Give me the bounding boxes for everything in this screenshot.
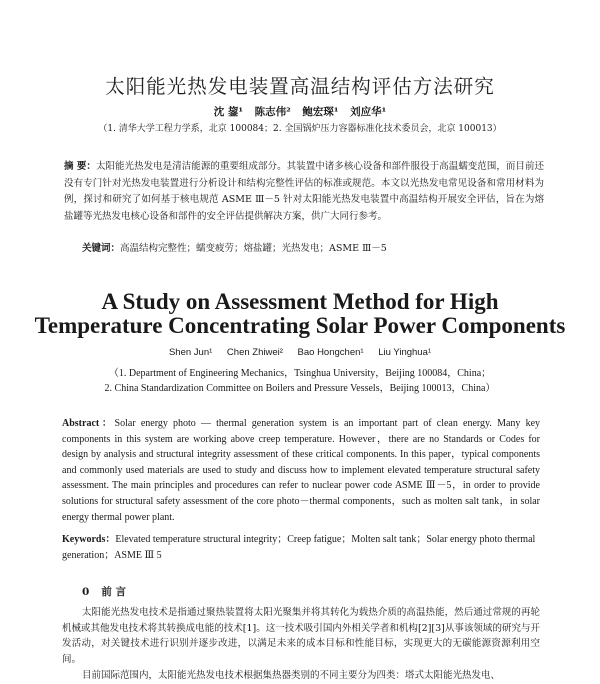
intro-paragraph-1: 太阳能光热发电技术是指通过聚热装置将太阳光聚集并将其转化为载热介质的高温热能，然后通过常规的再轮机械或其他发电技术将其转换成电能的技术[1]。这一技术吸引国内外相关学者和机构[2][3]从事该领域的研究与开发活动，对关键技术进行识别并逐步改进，以满足未来的成本目标和性能目标，实现更大的无碳能源资源利用空间。 bbox=[62, 607, 540, 666]
keywords-cn-label: 关键词： bbox=[82, 243, 121, 254]
english-keywords bbox=[62, 532, 540, 563]
abstract-en-label: Abstract： bbox=[62, 418, 115, 429]
section-title: 前 言 bbox=[101, 586, 126, 598]
section-heading bbox=[82, 584, 138, 599]
chinese-keywords bbox=[82, 240, 552, 254]
english-title-line-1: A Study on Assessment Method for High bbox=[101, 289, 499, 314]
keywords-cn-text: 高温结构完整性；蠕变疲劳；熔盐罐；光热发电；ASME Ⅲ－5 bbox=[120, 243, 387, 254]
chinese-title: 太阳能光热发电装置高温结构评估方法研究 bbox=[105, 75, 495, 98]
keywords-en-text: Elevated temperature structural integrity；Creep fatigue；Molten salt tank；Solar energy photo thermal generation；ASME Ⅲ 5 bbox=[62, 534, 536, 561]
intro-paragraph-2: 目前国际范围内，太阳能光热发电技术根据集热器类别的不同主要分为四类：塔式太阳能光热发电、 bbox=[82, 670, 501, 681]
author-en: Shen Jun¹ bbox=[168, 347, 213, 358]
english-authors bbox=[0, 347, 600, 358]
author-cn: 沈 鋆¹ bbox=[213, 106, 243, 118]
keywords-en-label: Keywords： bbox=[62, 534, 116, 545]
chinese-affiliation: （1. 清华大学工程力学系，北京 100084；2. 全国锅炉压力容器标准化技术委员会，北京 100013） bbox=[98, 124, 502, 134]
author-en: Liu Yinghua¹ bbox=[378, 347, 432, 358]
abstract-cn-label: 摘 要： bbox=[64, 161, 96, 172]
author-cn: 陈志伟² bbox=[254, 106, 291, 118]
author-cn: 鲍宏琛¹ bbox=[302, 106, 339, 118]
chinese-abstract bbox=[64, 159, 544, 225]
english-affiliation-line-1: （1. Department of Engineering Mechanics，Tsinghua University，Beijing 100084，China； bbox=[108, 368, 492, 379]
english-title-line-2: Temperature Concentrating Solar Power Components bbox=[34, 313, 566, 338]
english-affiliation-line-2: 2. China Standardization Committee on Boilers and Pressure Vessels，Beijing 100013，China） bbox=[104, 383, 496, 394]
chinese-authors bbox=[0, 104, 600, 119]
abstract-en-text: Solar energy photo — thermal generation system is an important part of clean energy. Many key components in this system are working above creep temperature. However，there are no Standards or Codes for design by analysis and structural integrity assessment of these critical components. In this paper，typical components and commonly used materials are used to study and discuss how to implement elevated temperature structural safety assessment. The main principles and procedures can refer to nuclear power code ASME Ⅲ－5，in order to provide solutions for structural safety assessment of the core photo－thermal components，such as molten salt tank，in solar energy thermal power plant. bbox=[62, 418, 541, 523]
section-number: 0 bbox=[82, 586, 90, 598]
english-abstract bbox=[62, 416, 540, 525]
abstract-cn-text: 太阳能光热发电是清洁能源的重要组成部分。其装置中诸多核心设备和部件服役于高温蠕变范围，而目前还没有专门针对光热发电装置进行分析设计和结构完整性评估的标准或规范。本文以光热发电常见设备和常用材料为例，探讨和研究了如何基于核电规范 ASME Ⅲ－5 针对太阳能光热发电装置中高温结构开展安全评估，旨在为熔盐罐等光热发电核心设备和部件的安全评估提供解决方案，供广大同行参考。 bbox=[64, 161, 544, 222]
author-en: Bao Hongchen¹ bbox=[297, 347, 364, 358]
author-cn: 刘应华¹ bbox=[350, 106, 387, 118]
author-en: Chen Zhiwei² bbox=[226, 347, 283, 358]
